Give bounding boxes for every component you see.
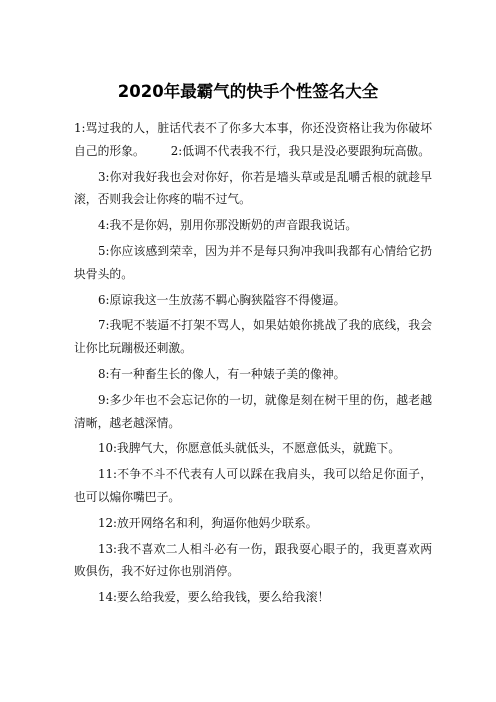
paragraph-7 (74, 314, 432, 360)
paragraph-11 (74, 463, 432, 509)
item-4: 4:我不是你妈，别用你那没断奶的声音跟我说话。 (98, 218, 358, 233)
paragraph-6 (74, 289, 432, 312)
item-2: 2:低调不代表我不行，我只是没必要跟狗玩高傲。 (170, 143, 431, 158)
item-14: 14:要么给我爱，要么给我钱，要么给我滚！ (98, 590, 330, 605)
item-3: 3:你对我好我也会对你好，你若是墙头草或是乱嚼舌根的就趁早滚，否则我会让你疼的喘不过气。 (74, 169, 432, 207)
paragraph-8 (74, 363, 432, 386)
item-11: 11:不争不斗不代表有人可以踩在我肩头，我可以给足你面子，也可以煽你嘴巴子。 (74, 467, 432, 504)
paragraph-3 (74, 166, 432, 212)
paragraph-13 (74, 538, 432, 584)
item-13: 13:我不喜欢二人相斗必有一伤，跟我耍心眼子的，我更喜欢两败俱伤，我不好过你也别消停。 (74, 541, 432, 579)
document-title: 2020年最霸气的快手个性签名大全 (117, 82, 379, 101)
item-5: 5:你应该感到荣幸，因为并不是每只狗冲我叫我都有心情给它扔块骨头的。 (74, 243, 432, 281)
paragraph-10 (74, 437, 432, 460)
paragraph-4 (74, 214, 432, 237)
item-8: 8:有一种畜生长的像人，有一种婊子美的像神。 (98, 366, 346, 381)
item-12: 12:放开网络名和利，狗逼你他妈少联系。 (98, 515, 318, 530)
item-6: 6:原谅我这一生放荡不羁心胸狭隘容不得傻逼。 (98, 292, 346, 307)
paragraph-12 (74, 512, 432, 535)
paragraph-9 (74, 389, 432, 435)
paragraph-5 (74, 240, 432, 286)
paragraph-1 (74, 117, 432, 163)
document-body (74, 117, 432, 612)
paragraph-14 (74, 586, 432, 609)
item-9: 9:多少年也不会忘记你的一切，就像是刻在树干里的伤，越老越清晰，越老越深情。 (74, 392, 432, 430)
item-1: 1:骂过我的人，脏话代表不了你多大本事，你还没资格让我为你破坏自己的形象。 (74, 121, 432, 158)
item-7: 7:我呢不装逼不打架不骂人，如果姑娘你挑战了我的底线，我会让你比玩蹦极还刺激。 (74, 318, 432, 356)
item-10: 10:我脾气大，你愿意低头就低头，不愿意低头，就跪下。 (98, 441, 401, 456)
